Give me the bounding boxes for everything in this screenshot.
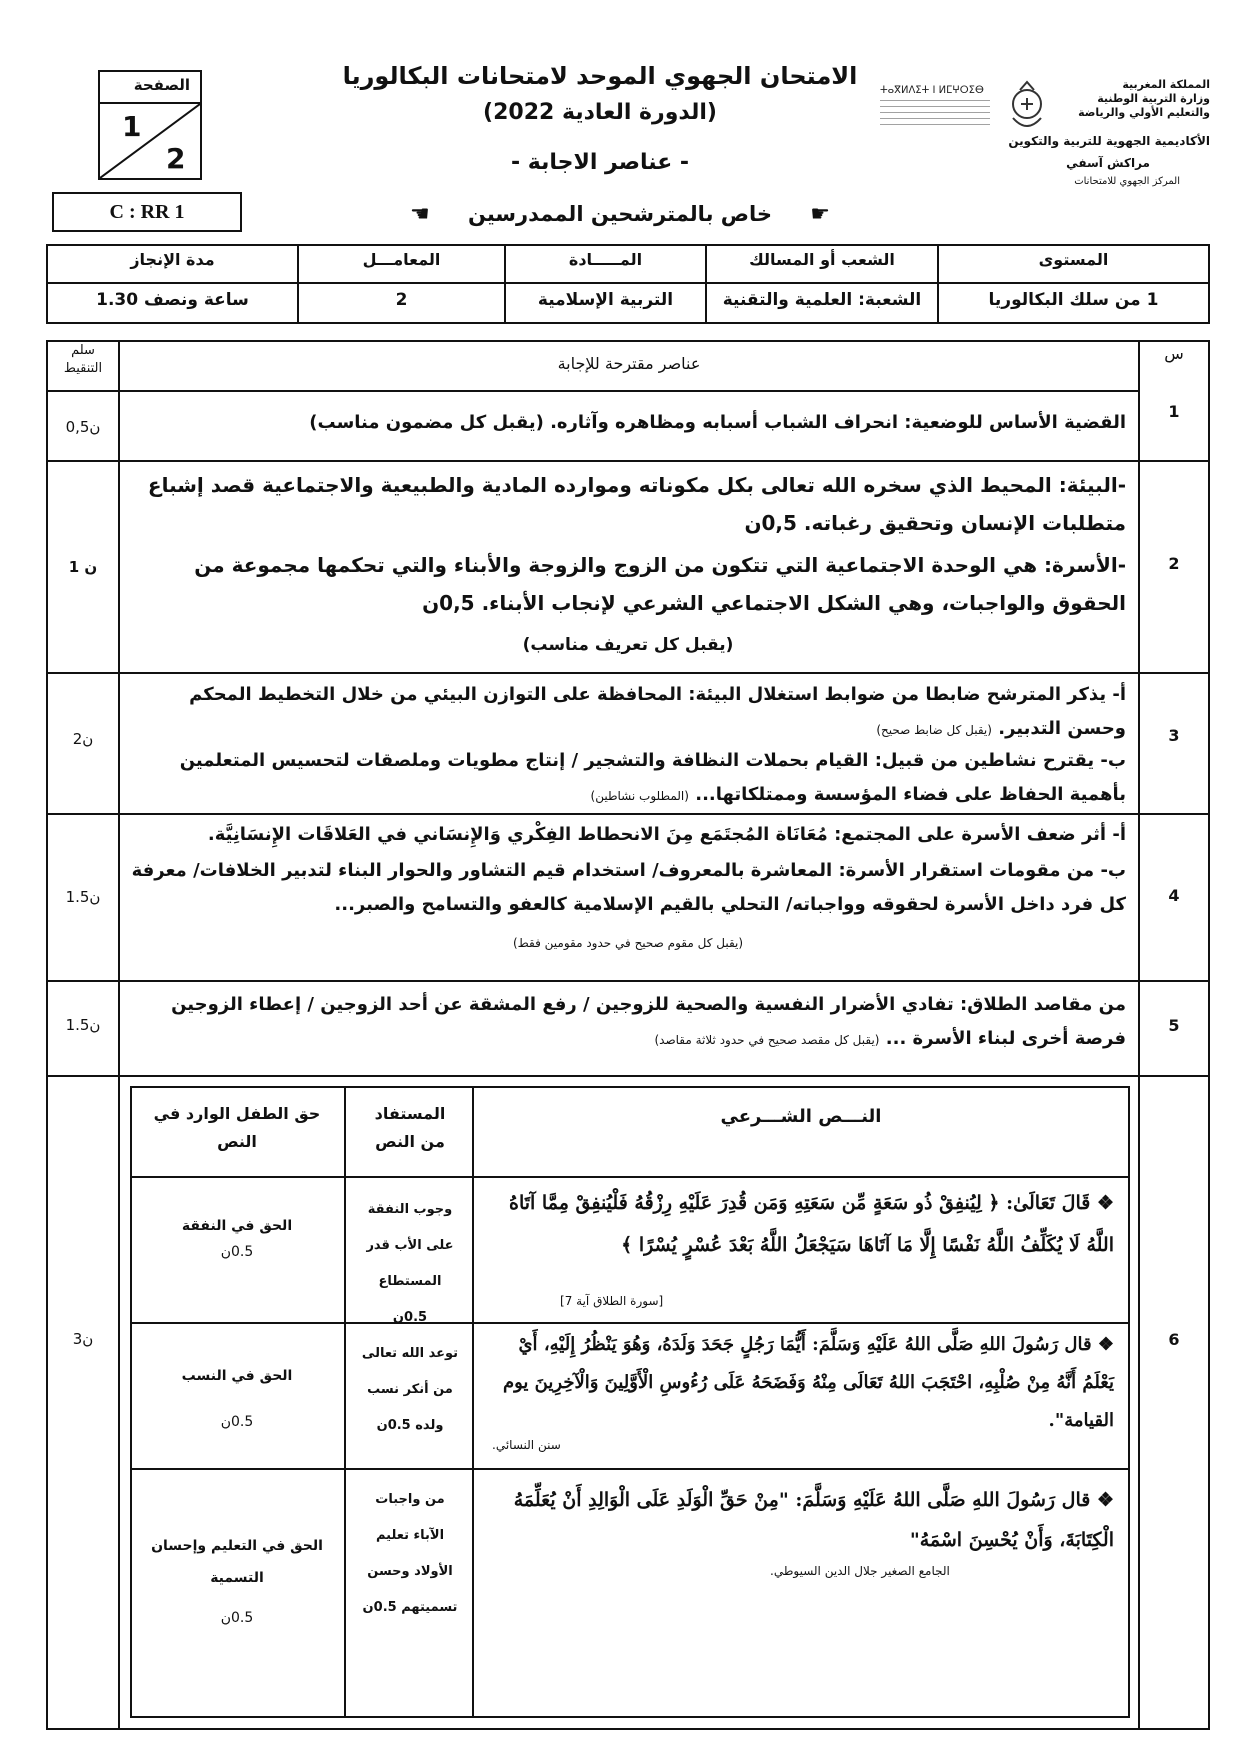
q1-answer: القضية الأساس للوضعية: انحراف الشباب أسبابه ومظاهره وآثاره. (يقبل كل مضمون مناسب) bbox=[309, 412, 1126, 433]
inner-row1-right: الحق في النفقة bbox=[181, 1218, 293, 1234]
q4-answer-a: أ- أثر ضعف الأسرة على المجتمع: مُعَانَاة المُجتَمَع مِنَ الانحطاط الفِكْري وَالإِنسَاني في العَلاقَات الإِنسَانِيَّة. bbox=[207, 824, 1126, 845]
inner-header-right: حق الطفل الوارد في النص bbox=[153, 1104, 321, 1151]
inner-header-benefit: المستفاد من النص bbox=[374, 1104, 446, 1151]
header-points-col: سلم التنقيط bbox=[63, 343, 103, 376]
coat-of-arms-icon bbox=[998, 78, 1056, 136]
header-question-col: س bbox=[1164, 344, 1184, 363]
info-value-subject: التربية الإسلامية bbox=[537, 290, 674, 310]
exam-code: C : RR 1 bbox=[52, 192, 242, 232]
q3-answer-a bbox=[130, 678, 1126, 747]
tifinagh-text: ⵜⴰⴳⵍⴷⵉⵜ ⵏ ⵍⵎⵖⵔⵉⴱ bbox=[880, 85, 984, 96]
page-current: 1 bbox=[122, 110, 142, 143]
info-header-coef: المعامـــل bbox=[362, 250, 441, 269]
page-total: 2 bbox=[166, 142, 186, 175]
q4-answer-b: ب- من مقومات استقرار الأسرة: المعاشرة بالمعروف/ استخدام قيم التشاور والحوار البناء لتدبير الخلافات/ معرفة كل فرد داخل الأسرة لحقوقه وواجباته/ التحلي بالقيم الإسلامية كالعفو والتسامح والصبر... bbox=[131, 860, 1126, 915]
q1-number: 1 bbox=[1168, 402, 1180, 421]
inner-row2-right: الحق في النسب bbox=[181, 1368, 293, 1384]
info-value-level: 1 من سلك البكالوريا bbox=[988, 290, 1159, 310]
inner-row1-benefit: وجوب النفقة على الأب قدر المستطاع 0.5ن bbox=[366, 1202, 454, 1325]
q3-number: 3 bbox=[1168, 726, 1180, 745]
info-header-subject: المـــــادة bbox=[568, 250, 643, 269]
inner-row3-right: الحق في التعليم وإحسان التسمية bbox=[151, 1538, 323, 1586]
q1-points: 0,5ن bbox=[65, 418, 101, 436]
q3-answer-b-text: ب- يقترح نشاطين من قبيل: القيام بحملات النظافة والتشجير / إنتاج مطويات وملصقات لتحسيس المتعلمين بأهمية الحفاظ على فضاء المؤسسة وممتلكاتها... bbox=[179, 750, 1126, 805]
q4-number: 4 bbox=[1168, 886, 1180, 905]
q6-inner-table bbox=[130, 1086, 1130, 1718]
exam-subtitle: - عناصر الاجابة - bbox=[510, 150, 690, 175]
q3-answer-b-note: (المطلوب نشاطين) bbox=[590, 789, 689, 803]
q4-points: 1.5ن bbox=[65, 888, 101, 906]
inner-row3-text: ❖ قال رَسُولَ اللهِ صَلَّى اللهُ عَلَيْهِ وَسَلَّمَ: "مِنْ حَقِّ الْوَلَدِ عَلَى الْوَالِدِ أَنْ يُعَلِّمَهُ الْكِتَابَةَ، وَأَنْ يُحْسِنَ اسْمَهُ" bbox=[513, 1489, 1114, 1551]
info-table bbox=[46, 244, 1210, 324]
info-header-duration: مدة الإنجاز bbox=[130, 250, 215, 269]
page-number-box bbox=[98, 70, 202, 180]
academy-line: الأكاديمية الجهوية للتربية والتكوين bbox=[1008, 134, 1210, 148]
q6-number: 6 bbox=[1168, 1330, 1180, 1349]
hand-right-icon: ☛ bbox=[810, 202, 830, 227]
ministry-line-1: المملكة المغربية bbox=[1122, 78, 1210, 91]
region-line: مراكش آسفي bbox=[1066, 156, 1150, 170]
center-line: المركز الجهوي للامتحانات bbox=[1074, 176, 1180, 187]
inner-header-text: النـــص الشـــرعي bbox=[720, 1106, 882, 1127]
exam-session: (الدورة العادية 2022) bbox=[483, 100, 717, 125]
q4-note: (يقبل كل مقوم صحيح في حدود مقومين فقط) bbox=[512, 936, 744, 950]
audience-line bbox=[410, 200, 830, 234]
q5-points: 1.5ن bbox=[65, 1016, 101, 1034]
header-answer-col: عناصر مقترحة للإجابة bbox=[557, 354, 701, 373]
exam-title: الامتحان الجهوي الموحد لامتحانات البكالوريا bbox=[342, 62, 858, 90]
inner-row2-benefit: توعد الله تعالى من أنكر نسب ولده 0.5ن bbox=[361, 1346, 459, 1433]
inner-row2-source: سنن النسائي. bbox=[492, 1438, 561, 1452]
info-header-stream: الشعب أو المسالك bbox=[749, 250, 895, 269]
q2-def-environment: -البيئة: المحيط الذي سخره الله تعالى بكل مكوناته وموارده المادية والطبيعية والاجتماعية قصد إشباع متطلبات الإنسان وتحقيق رغباته. 0,5ن bbox=[147, 473, 1126, 535]
audience-text: خاص بالمترشحين الممدرسين bbox=[467, 202, 773, 226]
inner-row1-right-pts: 0.5ن bbox=[220, 1244, 254, 1260]
q6-points: 3ن bbox=[72, 1330, 94, 1348]
inner-row1-text: ❖ قَالَ تَعَالَىٰ: ﴿ لِيُنفِقْ ذُو سَعَةٍ مِّن سَعَتِهِ وَمَن قُدِرَ عَلَيْهِ رِزْقُهُ فَلْيُنفِقْ مِمَّا آتَاهُ اللَّهُ لَا يُكَلِّفُ اللَّهُ نَفْسًا إِلَّا مَا آتَاهَا سَيَجْعَلُ اللَّهُ بَعْدَ عُسْرٍ يُسْرًا ﴾ bbox=[509, 1192, 1114, 1256]
q3-answer-a-note: (يقبل كل ضابط صحيح) bbox=[876, 723, 992, 737]
q3-answer-b bbox=[130, 744, 1126, 813]
info-header-level: المستوى bbox=[1038, 250, 1109, 269]
q2-note: (يقبل كل تعريف مناسب) bbox=[522, 635, 734, 655]
inner-row2-right-pts: 0.5ن bbox=[220, 1414, 254, 1430]
q5-answer bbox=[130, 988, 1126, 1057]
inner-row3-right-pts: 0.5ن bbox=[220, 1610, 254, 1626]
answers-table bbox=[46, 340, 1210, 1730]
inner-row2-text: ❖ قال رَسُولَ اللهِ صَلَّى اللهُ عَلَيْهِ وَسَلَّمَ: أَيُّمَا رَجُلٍ جَحَدَ وَلَدَهُ، وَهُوَ يَنْظُرُ إِلَيْهِ، أَيْ يَعْلَمُ أَنَّهُ مِنْ صُلْبِهِ، احْتَجَبَ اللهُ تَعَالَى مِنْهُ وَفَضَحَهُ عَلَى رُءُوسِ الْأَوَّلِينَ وَالْآخِرِينَ يوم القيامة". bbox=[502, 1334, 1114, 1431]
info-value-coef: 2 bbox=[395, 290, 408, 310]
inner-row1-source: [سورة الطلاق آية 7] bbox=[560, 1294, 664, 1308]
hand-left-icon: ☚ bbox=[410, 202, 430, 227]
q2-points: 1 ن bbox=[68, 558, 98, 576]
q5-answer-text: من مقاصد الطلاق: تفادي الأضرار النفسية والصحية للزوجين / رفع المشقة عن أحد الزوجين / إعطاء الزوجين فرصة أخرى لبناء الأسرة ... bbox=[171, 994, 1126, 1049]
ministry-line-2: وزارة التربية الوطنية bbox=[1097, 92, 1210, 105]
tifinagh-line-2 bbox=[880, 100, 990, 130]
q2-number: 2 bbox=[1168, 554, 1180, 573]
q3-points: 2ن bbox=[72, 730, 94, 748]
info-value-stream: الشعبة: العلمية والتقنية bbox=[722, 290, 922, 310]
inner-row3-benefit: من واجبات الآباء تعليم الأولاد وحسن تسميتهم 0.5ن bbox=[362, 1492, 458, 1615]
ministry-line-3: والتعليم الأولي والرياضة bbox=[1078, 106, 1210, 119]
info-value-duration: ساعة ونصف 1.30 bbox=[96, 290, 249, 310]
q5-number: 5 bbox=[1168, 1016, 1180, 1035]
q5-answer-note: (يقبل كل مقصد صحيح في حدود ثلاثة مقاصد) bbox=[654, 1033, 880, 1047]
page-label: الصفحة bbox=[133, 76, 190, 94]
q2-def-family: -الأسرة: هي الوحدة الاجتماعية التي تتكون من الزوج والزوجة والأبناء والتي تحكمها مجموعة من الحقوق والواجبات، وهي الشكل الاجتماعي الشرعي لإنجاب الأبناء. 0,5ن bbox=[194, 553, 1126, 615]
q3-answer-a-text: أ- يذكر المترشح ضابطا من ضوابط استغلال البيئة: المحافظة على التوازن البيئي من خلال التخطيط المحكم وحسن التدبير. bbox=[189, 684, 1126, 739]
ministry-logo-block bbox=[880, 78, 1210, 198]
inner-row3-source: الجامع الصغير جلال الدين السيوطي. bbox=[770, 1564, 950, 1578]
